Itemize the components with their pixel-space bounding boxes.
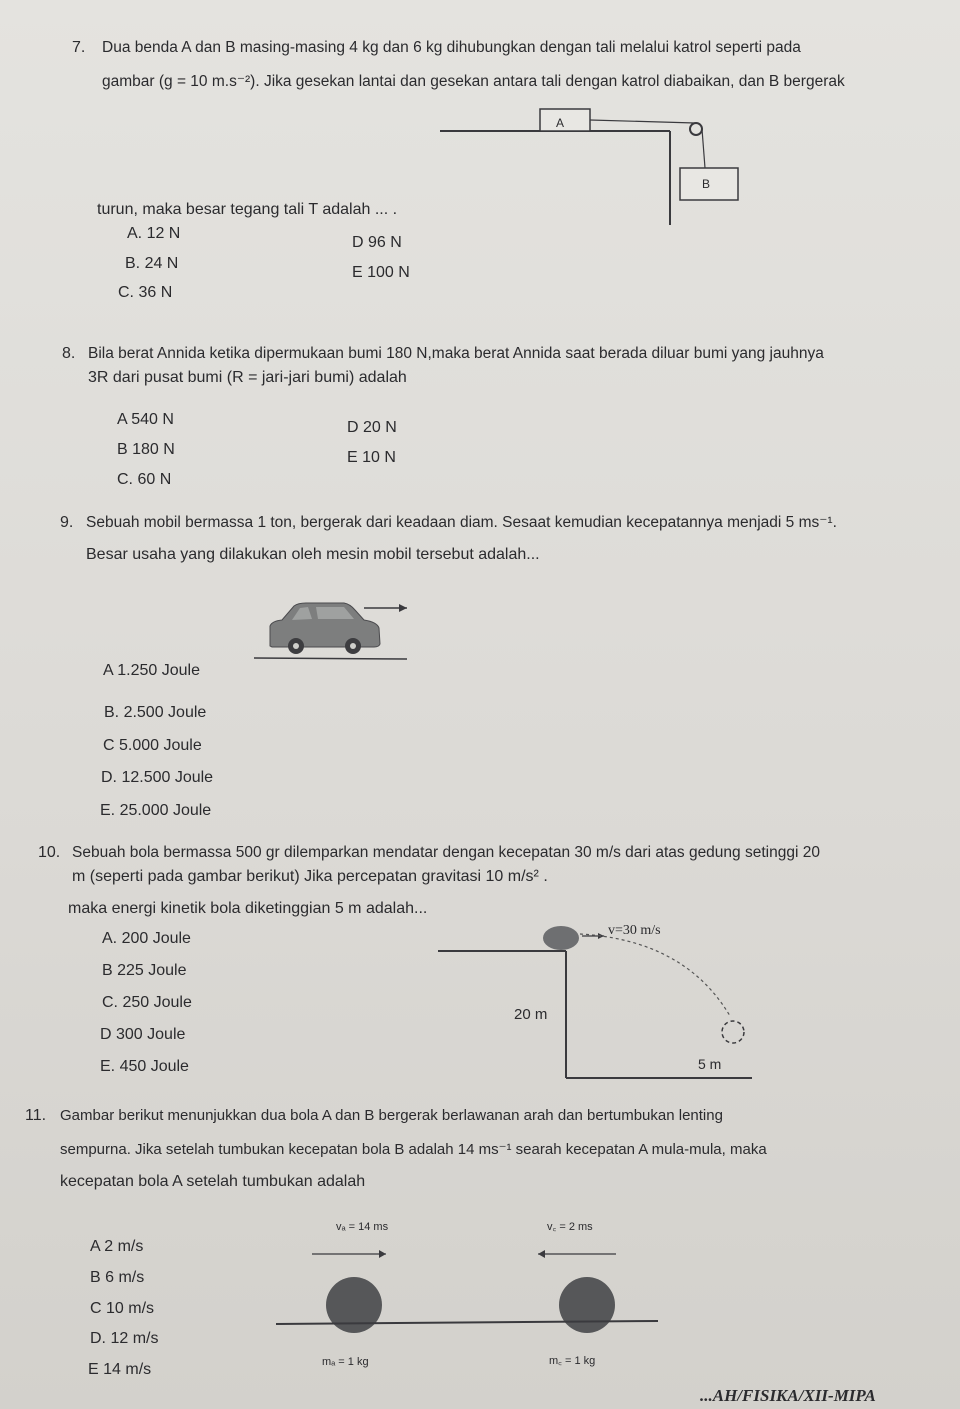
q10-text-line1: Sebuah bola bermassa 500 gr dilemparkan mendatar dengan kecepatan 30 m/s dari atas gedung setinggi 20 <box>72 844 820 861</box>
q7-pulley-figure <box>430 105 760 230</box>
q10-option-b[interactable]: B 225 Joule <box>102 962 187 979</box>
q9-car-figure <box>252 596 412 666</box>
q10-text-line3: maka energi kinetik bola diketinggian 5 m adalah... <box>68 900 428 917</box>
q10-option-c[interactable]: C. 250 Joule <box>102 994 192 1011</box>
page-footer: ...AH/FISIKA/XII-MIPA <box>700 1386 876 1405</box>
q8-option-c[interactable]: C. 60 N <box>117 471 172 488</box>
q9-option-a[interactable]: A 1.250 Joule <box>103 662 200 679</box>
q8-option-d[interactable]: D 20 N <box>347 419 397 436</box>
q7-option-e[interactable]: E 100 N <box>352 264 410 281</box>
q9-text-line2: Besar usaha yang dilakukan oleh mesin mobil tersebut adalah... <box>86 546 540 563</box>
q7-text-line2: gambar (g = 10 m.s⁻²). Jika gesekan lantai dan gesekan antara tali dengan katrol diabaikan, dan B bergerak <box>102 73 845 90</box>
q10-number: 10. <box>38 844 61 861</box>
q8-number: 8. <box>62 345 76 362</box>
q11-velocity-b-label: v꜀ = 2 ms <box>547 1221 593 1233</box>
q11-text-line3: kecepatan bola A setelah tumbukan adalah <box>60 1173 366 1190</box>
q11-option-a[interactable]: A 2 m/s <box>90 1238 144 1255</box>
q10-velocity-label: v=30 m/s <box>608 923 661 938</box>
q9-option-e[interactable]: E. 25.000 Joule <box>100 802 212 819</box>
q8-option-b[interactable]: B 180 N <box>117 441 175 458</box>
q11-option-b[interactable]: B 6 m/s <box>90 1269 145 1286</box>
q7-number: 7. <box>72 39 86 56</box>
q7-option-a[interactable]: A. 12 N <box>127 225 181 242</box>
q11-option-d[interactable]: D. 12 m/s <box>90 1330 159 1347</box>
q10-option-e[interactable]: E. 450 Joule <box>100 1058 189 1075</box>
q7-block-b-label: B <box>702 177 711 191</box>
q7-option-b[interactable]: B. 24 N <box>125 255 179 272</box>
q7-text-line3: turun, maka besar tegang tali T adalah ... . <box>97 201 398 218</box>
q10-height-label: 20 m <box>514 1006 548 1023</box>
q9-number: 9. <box>60 514 74 531</box>
q9-text-line1: Sebuah mobil bermassa 1 ton, bergerak dari keadaan diam. Sesaat kemudian kecepatannya menjadi 5 ms⁻¹. <box>86 514 837 531</box>
q11-text-line1: Gambar berikut menunjukkan dua bola A dan B bergerak berlawanan arah dan bertumbukan lenting <box>60 1107 723 1124</box>
q11-velocity-a-label: vₐ = 14 ms <box>336 1221 389 1233</box>
q10-option-a[interactable]: A. 200 Joule <box>102 930 191 947</box>
q11-mass-b-label: m꜀ = 1 kg <box>549 1355 596 1367</box>
q11-collision-figure <box>268 1240 668 1330</box>
q8-text-line1: Bila berat Annida ketika dipermukaan bumi 180 N,maka berat Annida saat berada diluar bumi yang jauhnya <box>88 345 824 362</box>
q9-option-b[interactable]: B. 2.500 Joule <box>104 704 207 721</box>
q7-text-line1: Dua benda A dan B masing-masing 4 kg dan 6 kg dihubungkan dengan tali melalui katrol seperti pada <box>102 39 801 56</box>
q7-block-a-label: A <box>556 116 565 130</box>
q11-text-line2: sempurna. Jika setelah tumbukan kecepatan bola B adalah 14 ms⁻¹ searah kecepatan A mula-mula, maka <box>60 1141 767 1158</box>
q7-option-d[interactable]: D 96 N <box>352 234 402 251</box>
q8-option-a[interactable]: A 540 N <box>117 411 174 428</box>
q8-text-line2: 3R dari pusat bumi (R = jari-jari bumi) adalah <box>88 369 407 386</box>
q10-text-line2: m (seperti pada gambar berikut) Jika percepatan gravitasi 10 m/s² . <box>72 868 548 885</box>
q8-option-e[interactable]: E 10 N <box>347 449 396 466</box>
q10-option-d[interactable]: D 300 Joule <box>100 1026 186 1043</box>
q11-option-e[interactable]: E 14 m/s <box>88 1361 152 1378</box>
q11-mass-a-label: mₐ = 1 kg <box>322 1356 369 1368</box>
q11-number: 11. <box>25 1107 47 1124</box>
q11-option-c[interactable]: C 10 m/s <box>90 1300 155 1317</box>
q10-low-height-label: 5 m <box>698 1056 722 1072</box>
q7-option-c[interactable]: C. 36 N <box>118 284 173 301</box>
q9-option-d[interactable]: D. 12.500 Joule <box>101 769 214 786</box>
q9-option-c[interactable]: C 5.000 Joule <box>103 737 202 754</box>
